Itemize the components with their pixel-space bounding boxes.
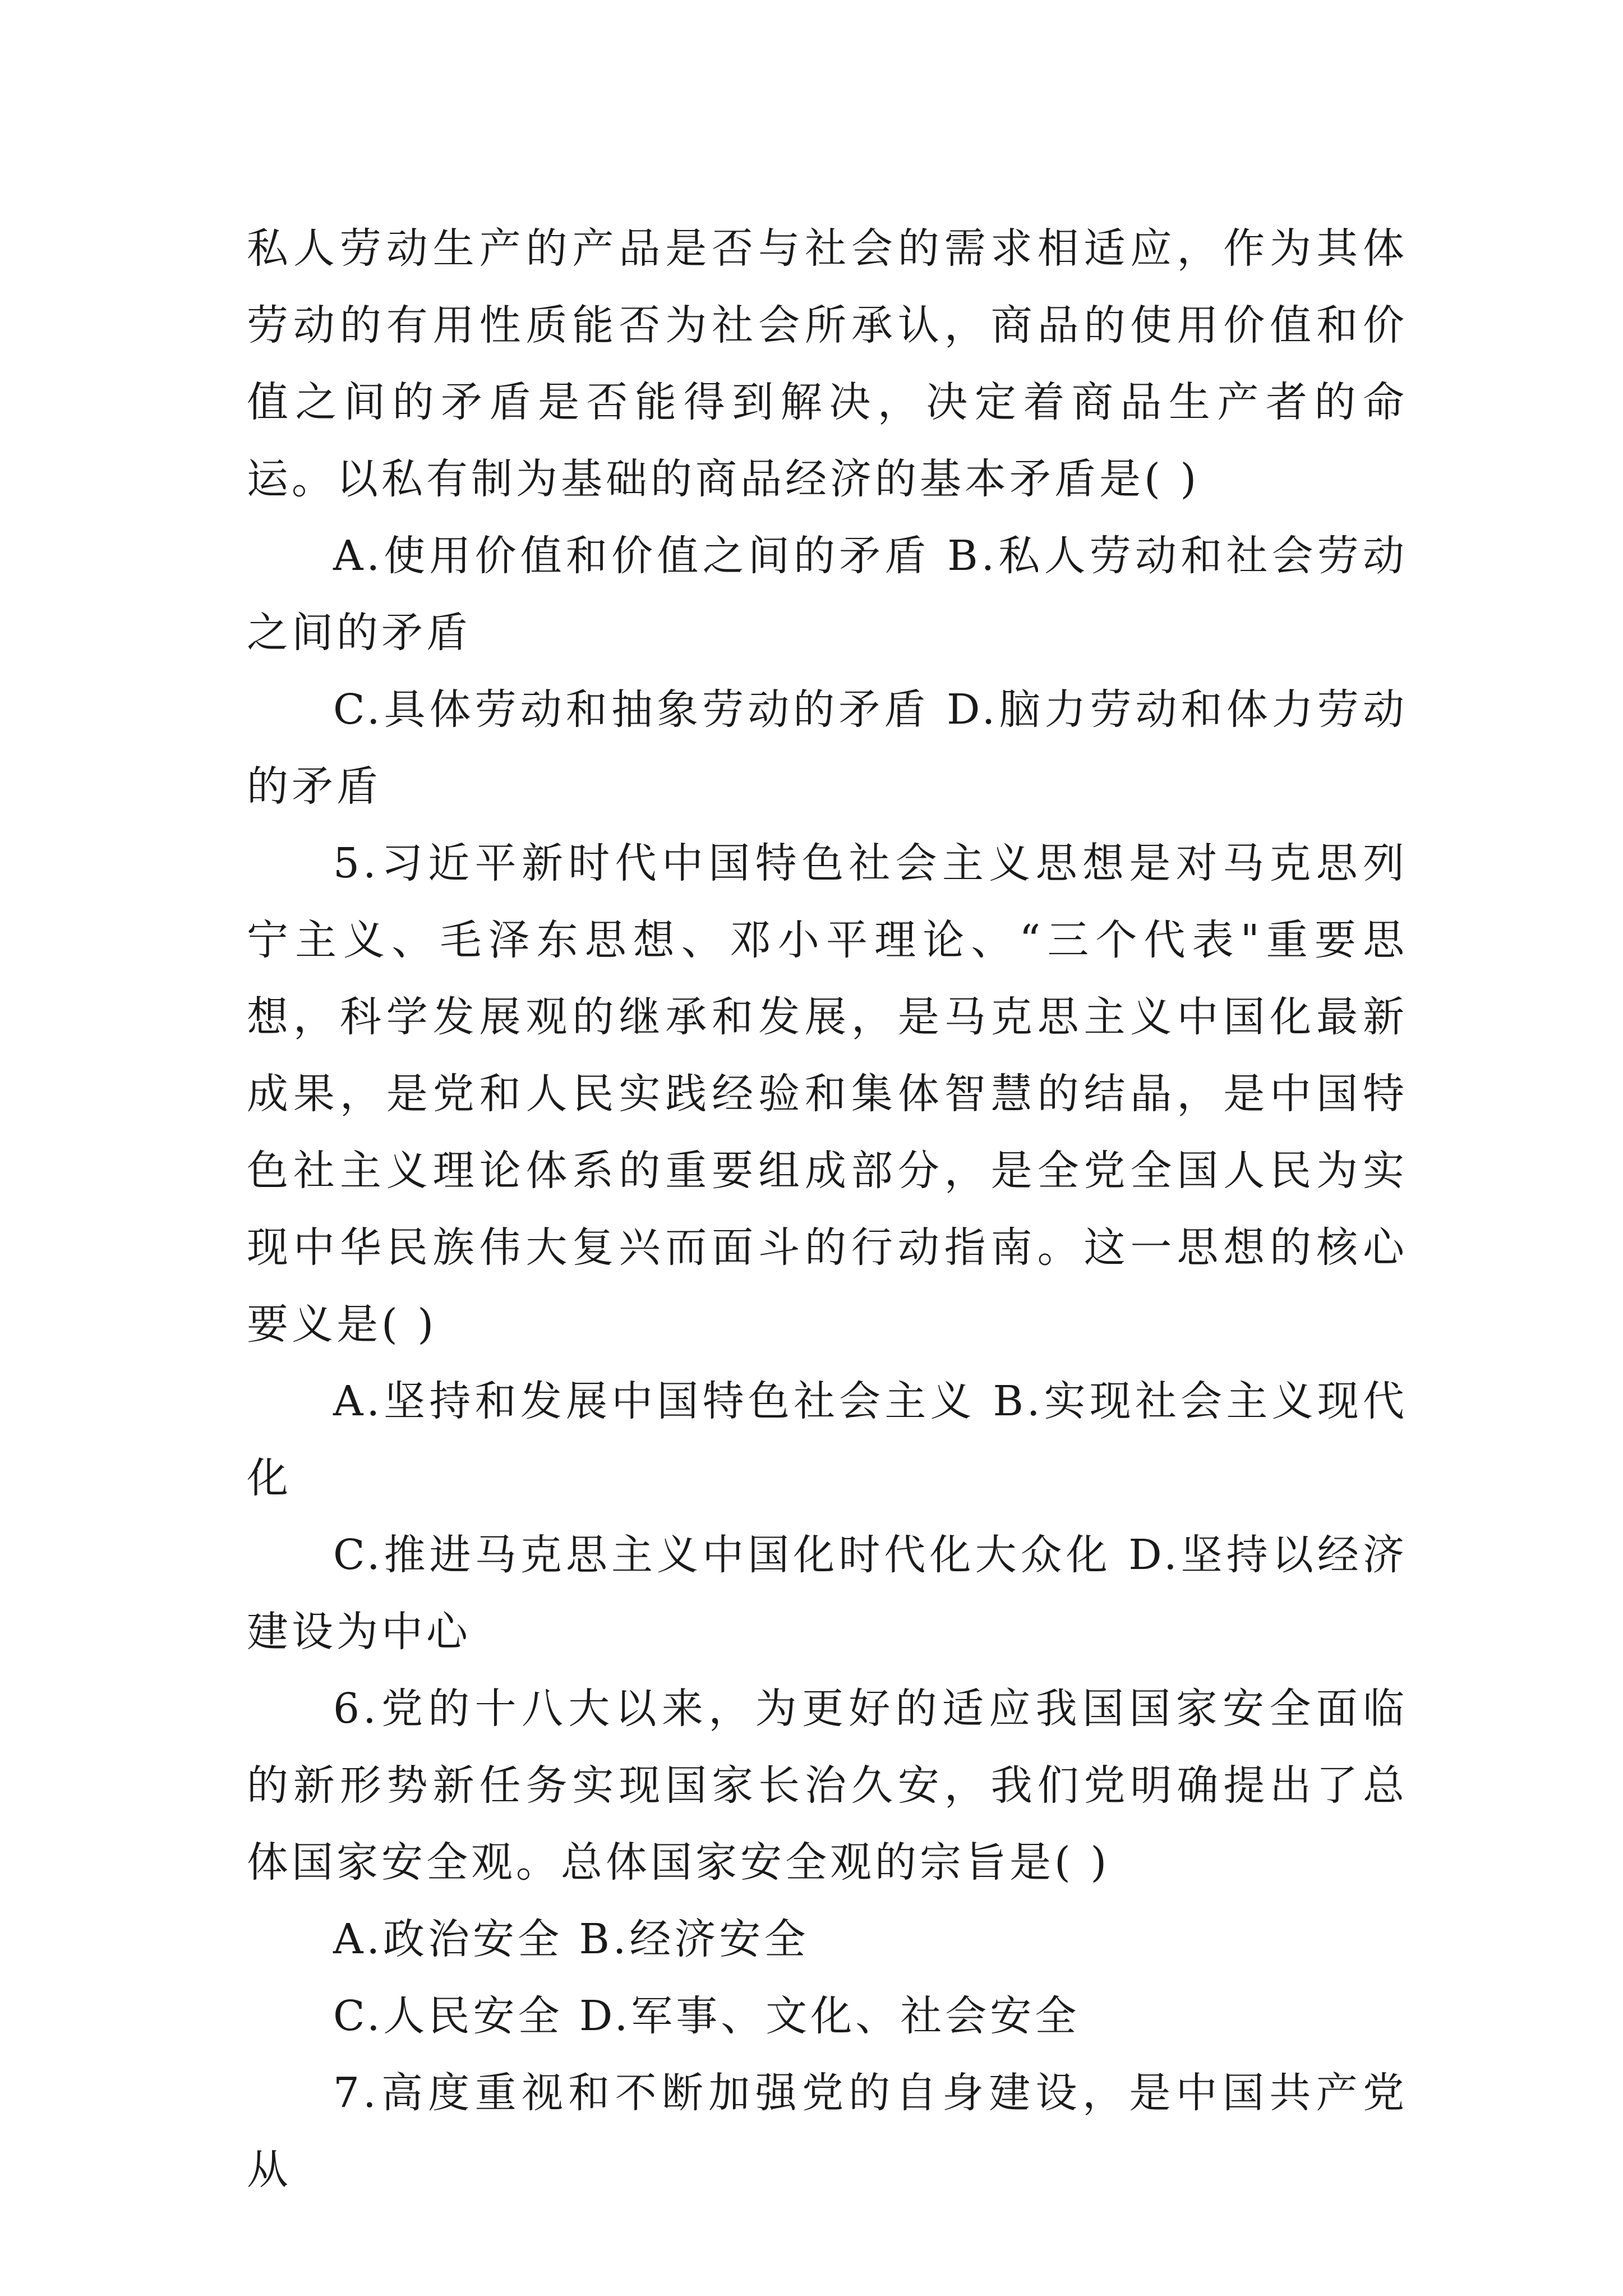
question-4-options-ab: A.使用价值和价值之间的矛盾 B.私人劳动和社会劳动之间的矛盾 <box>247 532 1408 657</box>
question-5-stem: 5.习近平新时代中国特色社会主义思想是对马克思列宁主义、毛泽东思想、邓小平理论、“三个代表"重要思想，科学发展观的继承和发展，是马克思主义中国化最新成果，是党和人民实践经验和集体智慧的结晶，是中国特色社主义理论体系的重要组成部分，是全党全国人民为实现中华民族伟大复兴而面斗的行动指南。这一思想的核心要义是( ) <box>247 839 1408 1349</box>
question-6-options-ab: A.政治安全 B.经济安全 <box>333 1915 809 1963</box>
document-body <box>247 210 1408 2208</box>
question-6-stem: 6.党的十八大以来，为更好的适应我国国家安全面临的新形势新任务实现国家长治久安，我们党明确提出了总体国家安全观。总体国家安全观的宗旨是( ) <box>247 1685 1408 1887</box>
question-6-options-cd: C.人民安全 D.军事、文化、社会安全 <box>333 1992 1080 2040</box>
question-4-stem-continued: 私人劳动生产的产品是否与社会的需求相适应，作为其体劳动的有用性质能否为社会所承认，商品的使用价值和价值之间的矛盾是否能得到解决，决定着商品生产者的命运。以私有制为基础的商品经济的基本矛盾是( ) <box>247 224 1408 503</box>
question-5-options-cd: C.推进马克思主义中国化时代化大众化 D.坚持以经济建设为中心 <box>247 1531 1408 1656</box>
question-5-options-ab: A.坚持和发展中国特色社会主义 B.实现社会主义现代化 <box>247 1377 1408 1502</box>
question-4-options-cd: C.具体劳动和抽象劳动的矛盾 D.脑力劳动和体力劳动的矛盾 <box>247 685 1408 811</box>
question-7-stem: 7.高度重视和不断加强党的自身建设，是中国共产党从 <box>247 2069 1408 2194</box>
